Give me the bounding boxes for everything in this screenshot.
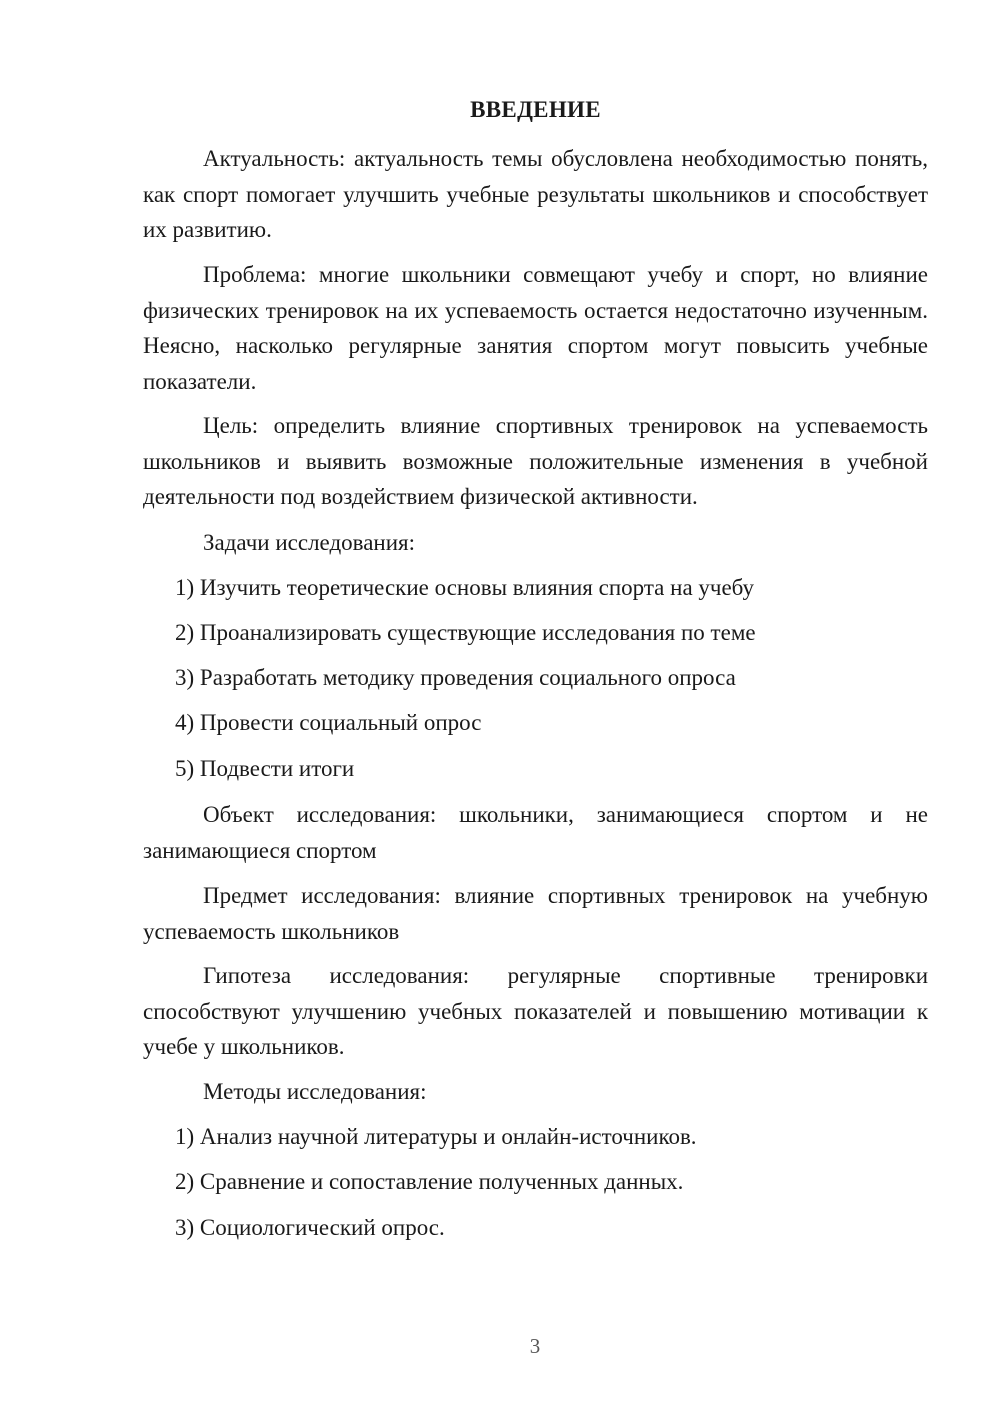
subject-paragraph: Предмет исследования: влияние спортивных тренировок на учебную успеваемость школьников [143,883,928,944]
page-number: 3 [529,1334,541,1358]
relevance-paragraph: Актуальность: актуальность темы обусловлена необходимостью понять, как спорт помогает улучшить учебные результаты школьников и способствует их развитию. [143,146,928,242]
problem-paragraph: Проблема: многие школьники совмещают учебу и спорт, но влияние физических тренировок на их успеваемость остается недостаточно изученным. Неясно, насколько регулярные занятия спортом могут повысить учебные показатели. [143,262,928,394]
task-item-2: 2) Проанализировать существующие исследования по теме [175,620,756,645]
goal-paragraph: Цель: определить влияние спортивных тренировок на успеваемость школьников и выявить возможные положительные изменения в учебной деятельности под воздействием физической активности. [143,413,928,509]
hypothesis-paragraph: Гипотеза исследования: регулярные спортивные тренировки способствуют улучшению учебных показателей и повышению мотивации к учебе у школьников. [143,963,928,1059]
task-item-5: 5) Подвести итоги [175,756,355,781]
methods-title: Методы исследования: [203,1079,427,1104]
object-paragraph: Объект исследования: школьники, занимающиеся спортом и не занимающиеся спортом [143,802,928,863]
task-item-1: 1) Изучить теоретические основы влияния спорта на учебу [175,575,755,600]
tasks-title: Задачи исследования: [203,530,416,555]
section-heading: ВВЕДЕНИЕ [470,97,601,122]
method-item-3: 3) Социологический опрос. [175,1215,445,1240]
task-item-4: 4) Провести социальный опрос [175,710,482,735]
task-item-3: 3) Разработать методику проведения социального опроса [175,665,736,690]
method-item-1: 1) Анализ научной литературы и онлайн-источников. [175,1124,697,1149]
method-item-2: 2) Сравнение и сопоставление полученных данных. [175,1169,684,1194]
